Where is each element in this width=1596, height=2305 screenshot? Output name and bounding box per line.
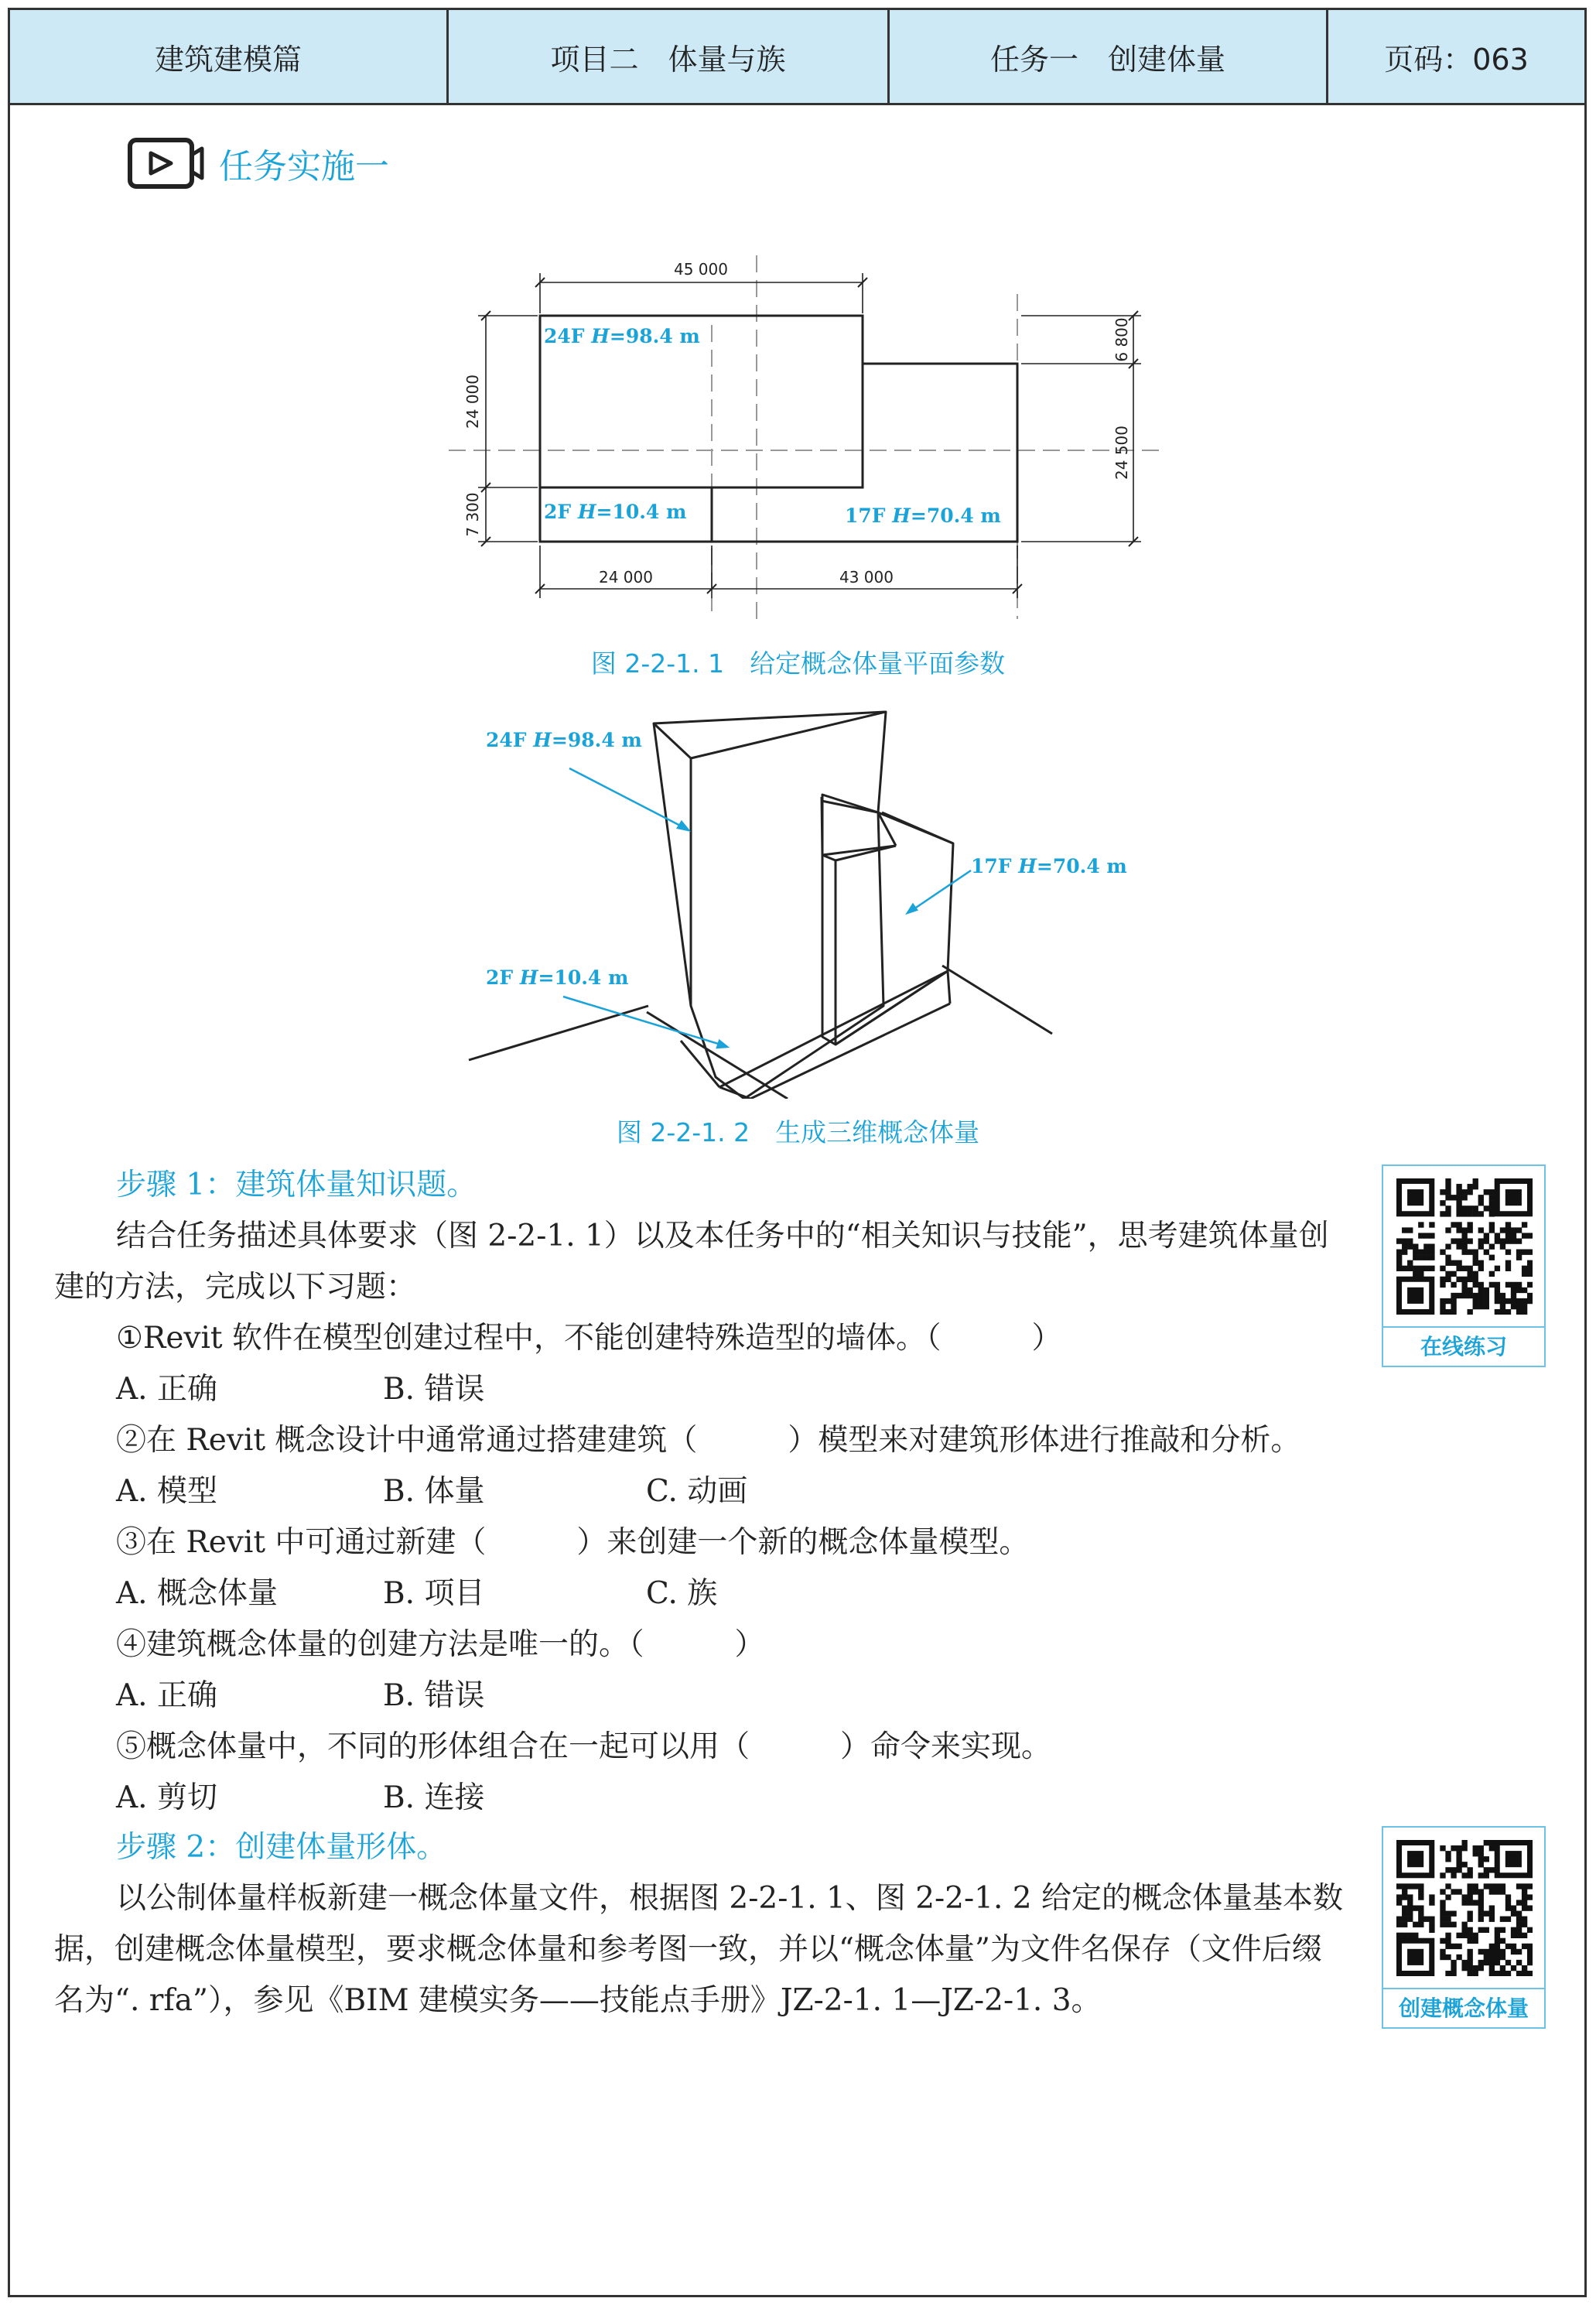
q2-option-a: A. 模型 xyxy=(116,1474,217,1509)
massing-label-24f: 24F H=98.4 m xyxy=(486,729,642,751)
header-part: 建筑建模篇 xyxy=(10,10,449,103)
step1-intro-line1: 结合任务描述具体要求（图 2-2-1. 1）以及本任务中的“相关知识与技能”，思考建筑体量创 xyxy=(116,1219,1329,1253)
q1-option-b: B. 错误 xyxy=(383,1372,485,1407)
header-task: 任务一 创建体量 xyxy=(890,10,1328,103)
section-title-text: 任务实施一 xyxy=(219,147,389,186)
massing-figure xyxy=(464,696,1160,1099)
section-title xyxy=(128,138,389,189)
step2-line1: 以公制体量样板新建一概念体量文件，根据图 2-2-1. 1、图 2-2-1. 2 给定的概念体量基本数 xyxy=(116,1881,1343,1916)
step2-line2: 据，创建概念体量模型，要求概念体量和参考图一致，并以“概念体量”为文件名保存（文件后缀 xyxy=(54,1932,1322,1967)
q4-option-a: A. 正确 xyxy=(116,1678,217,1713)
q3-option-a: A. 概念体量 xyxy=(116,1576,278,1611)
dim-top: 45 000 xyxy=(674,260,728,279)
question-4: ④建筑概念体量的创建方法是唯一的。（ ） xyxy=(116,1627,765,1662)
q4-option-b: B. 错误 xyxy=(383,1678,485,1713)
qr-online-practice[interactable] xyxy=(1382,1164,1546,1367)
header-project: 项目二 体量与族 xyxy=(449,10,890,103)
qr-code-icon xyxy=(1396,1178,1533,1315)
massing-label-2f: 2F H=10.4 m xyxy=(486,966,629,989)
figure1-caption: 图 2-2-1. 1 给定概念体量平面参数 xyxy=(590,648,1006,679)
question-1: ①Revit 软件在模型创建过程中，不能创建特殊造型的墙体。（ ） xyxy=(116,1321,1062,1356)
qr-label: 在线练习 xyxy=(1420,1334,1507,1359)
dim-bottom-left: 24 000 xyxy=(599,568,653,587)
dim-left-upper: 24 000 xyxy=(463,374,482,429)
q1-option-a: A. 正确 xyxy=(116,1372,217,1407)
qr-code-icon xyxy=(1396,1840,1533,1976)
question-2: ②在 Revit 概念设计中通常通过搭建建筑（ ）模型来对建筑形体进行推敲和分析。 xyxy=(116,1423,1301,1458)
dim-left-lower: 7 300 xyxy=(463,492,482,537)
plan-label-2f: 2F H=10.4 m xyxy=(544,501,687,523)
step2-line3: 名为“. rfa”），参见《BIM 建模实务——技能点手册》JZ-2-1. 1—JZ-2-1. 3。 xyxy=(54,1983,1102,2018)
plan-label-17f: 17F H=70.4 m xyxy=(845,504,1001,527)
header-page-number: 页码：063 xyxy=(1384,42,1529,77)
step1-intro-line2: 建的方法，完成以下习题： xyxy=(54,1270,417,1305)
dim-right-lower: 24 500 xyxy=(1112,426,1131,480)
q5-option-b: B. 连接 xyxy=(383,1780,485,1815)
dim-bottom-right: 43 000 xyxy=(839,568,894,587)
step2-title: 步骤 2：创建体量形体。 xyxy=(116,1830,447,1865)
qr-label: 创建概念体量 xyxy=(1398,1996,1529,2021)
page-header xyxy=(8,8,1587,105)
massing-label-17f: 17F H=70.4 m xyxy=(971,855,1127,877)
q5-option-a: A. 剪切 xyxy=(116,1780,217,1815)
step1-title: 步骤 1：建筑体量知识题。 xyxy=(116,1168,477,1202)
video-icon xyxy=(128,138,205,189)
question-3: ③在 Revit 中可通过新建（ ）来创建一个新的概念体量模型。 xyxy=(116,1525,1030,1560)
plan-figure xyxy=(433,248,1176,627)
dim-right-upper: 6 800 xyxy=(1112,317,1131,362)
q2-option-c: C. 动画 xyxy=(646,1474,748,1509)
q2-option-b: B. 体量 xyxy=(383,1474,485,1509)
q3-option-b: B. 项目 xyxy=(383,1576,485,1611)
question-5: ⑤概念体量中，不同的形体组合在一起可以用（ ）命令来实现。 xyxy=(116,1729,1052,1764)
qr-create-mass[interactable] xyxy=(1382,1826,1546,2029)
q3-option-c: C. 族 xyxy=(646,1576,718,1611)
figure2-caption: 图 2-2-1. 2 生成三维概念体量 xyxy=(616,1117,980,1147)
plan-label-24f: 24F H=98.4 m xyxy=(544,325,700,347)
